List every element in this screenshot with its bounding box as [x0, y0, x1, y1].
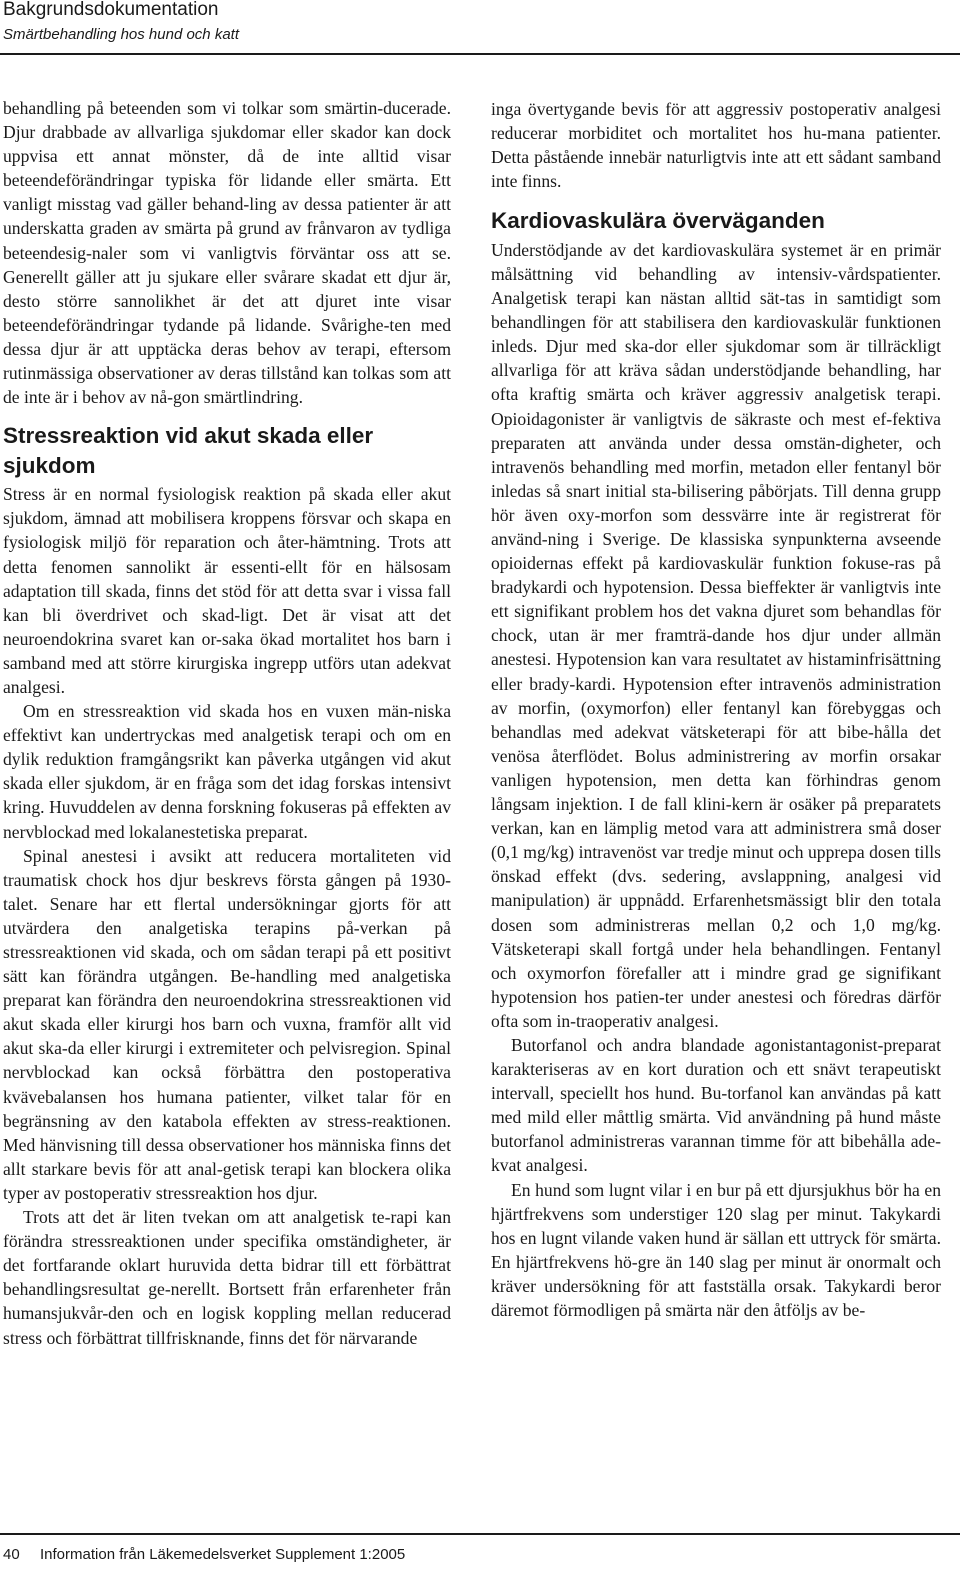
right-paragraph-4: En hund som lugnt vilar i en bur på ett djursjukhus bör ha en hjärtfrekvens som understiger 120 slag per minut. Takykardi hos en lugnt vilande vaken hund är sällan ett uttryck för smärta. En hjärtfrekvens hö-gre än 140 slag per minut är onormalt och kräver undersökning för att fastställa orsak. Takykardi beror däremot förmodligen på smärta när den åtföljs av be- — [491, 1179, 941, 1320]
page-number: 40 — [3, 1546, 20, 1563]
left-column — [3, 96, 451, 1350]
left-paragraph-3: Om en stressreaktion vid skada hos en vuxen män-niska effektivt kan undertryckas med analgetisk terapi och om en dylik reduktion framgångsrikt kan påverka utgången vid akut skada eller sjukdom, är en fråga som det idag forskas intensivt kring. Huvuddelen av denna forskning fokuseras på effekten av nervblockad med lokalanestetiska preparat. — [3, 701, 451, 842]
left-paragraph-4: Spinal anestesi i avsikt att reducera mortaliteten vid traumatisk chock hos djur beskrevs första gången på 1930-talet. Senare har ett flertal undersökningar gjorts för att utvärdera den analgetiska terapins på-verkan på stressreaktionen vid skada, och om sådan terapi på ett positivt sätt kan förändra utgången. Be-handling med analgetiska preparat kan förändra den neuroendokrina stressreaktionen vid akut skada eller kirurgi hos barn och vuxna, framför allt vid akut ska-da eller kirurgi i extremiteter och pelvisregion. Spinal nervblockad kan också förbättra den postoperativa kvävebalansen hos humana patienter, vilket talar för en begränsning av den katabola effekten av stress-reaktionen. Med hänvisning till dessa observationer hos människa finns det allt starkare bevis för att anal-getisk terapi kan blockera olika typer av postoperativ stressreaktion hos djur. — [3, 845, 451, 1203]
right-paragraph-1: inga övertygande bevis för att aggressiv postoperativ analgesi reducerar morbiditet och mortalitet hos hu-mana patienter. Detta påstående innebär naturligtvis inte att ett sådant samband inte finns. — [491, 99, 941, 192]
footer-divider — [0, 1533, 960, 1535]
section-heading-stressreaktion: Stressreaktion vid akut skada eller sjukdom — [3, 423, 374, 478]
right-column — [491, 97, 941, 1322]
right-paragraph-2: Understödjande av det kardiovaskulära systemet är en primär målsättning vid behandling av intensiv-vårdspatienter. Analgetisk terapi kan nästan alltid sät-tas in samtidigt som behandlingen för att stabilisera den kardiovaskulär funktionen inleds. Djur med ska-dor eller sjukdomar som är tillräckligt allvarliga för att kräva sådan understödjande behandling, har ofta kraftig smärta och kräver aggressiv analgetisk terapi. Opioidagonister är vanligtvis de säkraste och mest ef-fektiva preparaten att använda under dessa omstän-digheter, och intravenös behandling med morfin, metadon eller fentanyl bör inledas så snart initial sta-bilisering påbörjats. Till denna grupp hör även oxy-morfon som dessvärre inte är registrerat för använd-ning i Sverige. De klassiska synpunkterna avseende opioidernas effekt på kardiovaskulär funktion fokuse-ras på bradykardi och hypotension. Dessa bieffekter är vanligtvis inte ett signifikant problem hos det vakna djuret som behandlas för chock, utan är mer framträ-dande hos djur under allmän anestesi. Hypotension kan vara resultatet av histaminfrisättning eller brady-kardi. Hypotension efter intravenös administration av morfin, (oxymorfon) eller fentanyl kan förebyggas och behandlas med adekvat vätsketerapi för att bibe-hålla det venösa återflödet. Bolus administrering av morfin orsakar vanligen hypotension, men detta kan förhindras genom långsam injektion. I de fall klini-kern är osäker på preparatets verkan, kan en lämplig metod vara att administrera små doser (0,1 mg/kg) intravenöst var tredje minut och upprepa dosen tills önskad effekt (dvs. sedering, avslappning, analgesi vid manipulation) är uppnådd. Erfarenhetsmässigt blir den totala dosen som administreras mellan 0,2 och 1,0 mg/kg. Vätsketerapi skall fortgå under hela behandlingen. Fentanyl och oxymorfon förefaller att i mindre grad ge signifikant hypotension hos patien-ter under anestesi och föredras därför ofta som in-traoperativ analgesi. — [491, 239, 941, 1031]
footer-publication: Information från Läkemedelsverket Supplement 1:2005 — [40, 1546, 406, 1563]
left-paragraph-2: Stress är en normal fysiologisk reaktion på skada eller akut sjukdom, ämnad att mobilisera kroppens försvar och skapa en fysiologisk miljö för reparation och åter-hämtning. Trots att detta fenomen sannolikt är essenti-ellt för en hälsosam adaptation till skada, finns det stöd för att detta svar i vissa fall kan bli överdrivet och skad-ligt. Det är visat att det neuroendokrina svaret kan or-saka ökad mortalitet hos barn i samband med att större kirurgiska ingrepp utförs utan adekvat analgesi. — [3, 484, 451, 697]
running-header-subtitle: Smärtbehandling hos hund och katt — [3, 26, 239, 43]
section-heading-kardiovaskulara: Kardiovaskulära överväganden — [491, 208, 825, 234]
page-footer — [3, 1545, 405, 1565]
left-paragraph-5: Trots att det är liten tvekan om att analgetisk te-rapi kan förändra stressreaktionen under specifika omständigheter, är det fortfarande oklart huruvida detta bidrar till ett förbättrat behandlingsresultat ge-nerellt. Bortsett från erfarenheter från humansjukvår-den och en logisk koppling mellan reducerad stress och förbättrat tillfrisknande, finns det för närvarande — [3, 1207, 451, 1348]
running-header-title: Bakgrundsdokumentation — [3, 0, 219, 20]
left-paragraph-1: behandling på beteenden som vi tolkar som smärtin-ducerade. Djur drabbade av allvarliga sjukdomar eller skador kan dock uppvisa ett annat mönster, då de inte alltid visar beteendeförändringar typiska för lidande eller smärta. Ett vanligt misstag vad gäller behand-ling av dessa patienter är att underskatta graden av smärta på grund av frånvaron av tydliga beteendesig-naler som vi vanligtvis förväntar oss att se. Generellt gäller att ju sjukare eller svårare skadat ett djur är, desto större sannolikhet är det att djuret inte visar beteendeförändringar tydande på lidande. Svårighe-ten med dessa djur är att upptäcka deras behov av terapi, eftersom rutinmässiga observationer av deras tillstånd kan tolkas som att de inte är i behov av nå-gon smärtlindring. — [3, 98, 451, 408]
right-paragraph-3: Butorfanol och andra blandade agonistantagonist-preparat karakteriseras av en kort duration och ett snävt terapeutiskt intervall, speciellt hos hund. Bu-torfanol kan användas på katt med mild eller måttlig smärta. Vid användning på hund måste butorfanol administreras varannan timme för att bibehålla ade-kvat analgesi. — [491, 1034, 941, 1176]
header-divider — [0, 53, 960, 55]
